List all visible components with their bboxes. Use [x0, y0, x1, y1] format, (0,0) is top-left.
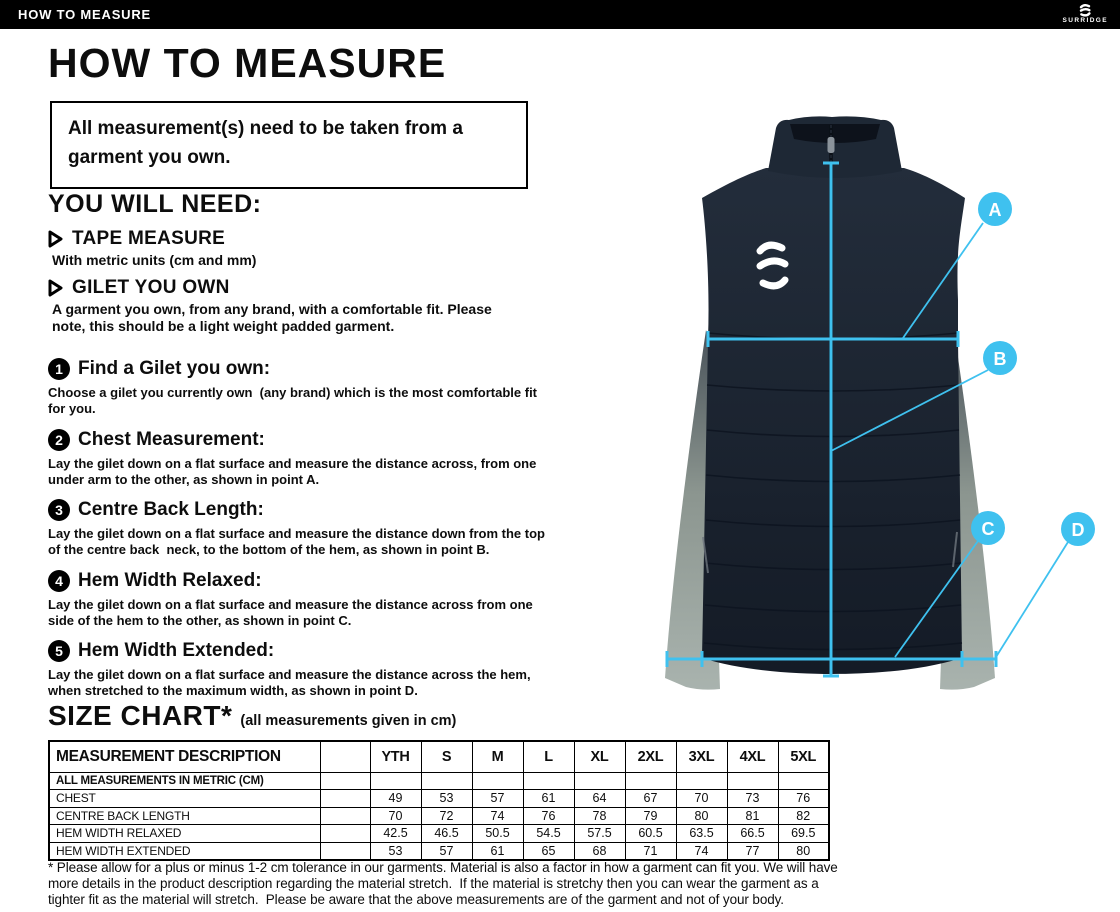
top-bar-title: HOW TO MEASURE [18, 7, 152, 22]
gilet-measurement-diagram [640, 95, 1120, 720]
item-title: GILET YOU OWN [72, 276, 230, 298]
table-cell-empty [320, 741, 370, 772]
measurement-value: 74 [676, 842, 727, 860]
point-badges [971, 192, 1095, 546]
you-will-need-heading: YOU WILL NEED: [48, 190, 262, 218]
column-header-size: 5XL [778, 741, 829, 772]
table-cell-empty [320, 842, 370, 860]
measurement-value: 73 [727, 790, 778, 808]
size-chart-table [48, 740, 830, 861]
measurement-value: 79 [625, 807, 676, 825]
measurement-value: 57 [472, 790, 523, 808]
step-4 [48, 570, 648, 630]
table-cell-empty [320, 807, 370, 825]
table-cell-empty [676, 772, 727, 790]
step-body: Lay the gilet down on a flat surface and measure the distance down from the top of the centre back neck, to the bottom of the hem, as shown in point B. [48, 526, 545, 558]
measurement-value: 80 [676, 807, 727, 825]
table-cell-empty [320, 790, 370, 808]
table-cell-empty [421, 772, 472, 790]
table-row-centre-back-length [49, 807, 829, 825]
step-title: Hem Width Relaxed: [78, 569, 262, 591]
step-title: Chest Measurement: [78, 428, 265, 450]
measurement-value: 77 [727, 842, 778, 860]
measurement-value: 54.5 [523, 825, 574, 843]
measurement-value: 78 [574, 807, 625, 825]
row-label: HEM WIDTH EXTENDED [49, 842, 320, 860]
top-bar [0, 0, 1120, 29]
measurement-value: 60.5 [625, 825, 676, 843]
table-header-row [49, 741, 829, 772]
size-chart-subtitle: (all measurements given in cm) [240, 713, 457, 729]
step-title: Centre Back Length: [78, 499, 264, 520]
measurement-value: 57 [421, 842, 472, 860]
measurement-value: 71 [625, 842, 676, 860]
measurement-value: 66.5 [727, 825, 778, 843]
measurement-value: 53 [370, 842, 421, 860]
metric-note: ALL MEASUREMENTS IN METRIC (CM) [49, 772, 320, 790]
table-cell-empty [778, 772, 829, 790]
tolerance-footnote: * Please allow for a plus or minus 1-2 cm tolerance in our garments. Material is also a factor in how a garment can fit you. We will have more details in the product description regarding the material stretch. If the material is stretchy then you can wear the garment as a tighter fit as the material will stretch. Please be aware that the above measurements are of the garment and not of your body. [48, 860, 838, 907]
measurement-value: 72 [421, 807, 472, 825]
brand-name: SURRIDGE [1062, 17, 1108, 25]
table-metric-note-row [49, 772, 829, 790]
list-item-tape-measure [48, 228, 633, 270]
step-number-badge: 4 [48, 570, 70, 592]
step-title: Hem Width Extended: [78, 640, 275, 661]
step-body: Lay the gilet down on a flat surface and measure the distance across the hem, when stretched to the maximum width, as shown in point D. [48, 667, 531, 699]
column-header-size: 2XL [625, 741, 676, 772]
point-b-label: B [993, 349, 1007, 369]
table-cell-empty [472, 772, 523, 790]
step-3 [48, 499, 648, 559]
measurement-value: 63.5 [676, 825, 727, 843]
triangle-bullet-icon [48, 230, 63, 248]
table-row-hem-width-relaxed [49, 825, 829, 843]
step-number-badge: 3 [48, 499, 70, 521]
you-will-need-list [48, 228, 633, 343]
row-label: CHEST [49, 790, 320, 808]
item-desc: With metric units (cm and mm) [52, 252, 257, 268]
step-title: Find a Gilet you own: [78, 358, 271, 379]
table-cell-empty [574, 772, 625, 790]
row-label: HEM WIDTH RELAXED [49, 825, 320, 843]
notice-box [50, 101, 528, 189]
measurement-value: 50.5 [472, 825, 523, 843]
step-number-badge: 5 [48, 640, 70, 662]
measurement-value: 46.5 [421, 825, 472, 843]
column-header-size: 3XL [676, 741, 727, 772]
measurement-value: 82 [778, 807, 829, 825]
size-chart-heading [48, 700, 456, 732]
measurement-value: 61 [472, 842, 523, 860]
step-body: Lay the gilet down on a flat surface and measure the distance across from one side of the hem to the other, as shown in point C. [48, 596, 533, 628]
instruction-steps [48, 358, 648, 711]
brand-logo [1062, 4, 1108, 25]
table-cell-empty [727, 772, 778, 790]
measurement-value: 69.5 [778, 825, 829, 843]
item-title: TAPE MEASURE [72, 228, 226, 249]
item-desc: A garment you own, from any brand, with a comfortable fit. Please note, this should be a light weight padded garment. [52, 300, 492, 334]
measurement-value: 68 [574, 842, 625, 860]
list-item-gilet [48, 277, 633, 336]
step-body: Choose a gilet you currently own (any brand) which is the most comfortable fit for you. [48, 385, 538, 417]
measurement-value: 42.5 [370, 825, 421, 843]
size-chart-title: SIZE CHART* [48, 700, 233, 731]
column-header-description: MEASUREMENT DESCRIPTION [49, 741, 320, 772]
measurement-value: 70 [370, 807, 421, 825]
measurement-value: 70 [676, 790, 727, 808]
table-cell-empty [320, 772, 370, 790]
column-header-size: S [421, 741, 472, 772]
column-header-size: 4XL [727, 741, 778, 772]
zipper-pull [828, 137, 835, 153]
page-title: HOW TO MEASURE [48, 40, 447, 86]
surridge-s-icon [1076, 4, 1094, 17]
table-cell-empty [370, 772, 421, 790]
measurement-value: 57.5 [574, 825, 625, 843]
table-row-chest [49, 790, 829, 808]
table-cell-empty [523, 772, 574, 790]
row-label: CENTRE BACK LENGTH [49, 807, 320, 825]
column-header-size: XL [574, 741, 625, 772]
gilet-body [702, 116, 965, 674]
step-number-badge: 1 [48, 358, 70, 380]
table-cell-empty [320, 825, 370, 843]
measurement-value: 53 [421, 790, 472, 808]
measurement-value: 76 [778, 790, 829, 808]
table-cell-empty [625, 772, 676, 790]
column-header-size: M [472, 741, 523, 772]
table-row-hem-width-extended [49, 842, 829, 860]
point-d-label: D [1071, 520, 1085, 540]
point-c-label: C [981, 519, 995, 539]
notice-text: All measurement(s) need to be taken from a garment you own. [68, 118, 463, 168]
measurement-value: 76 [523, 807, 574, 825]
step-5 [48, 640, 648, 700]
step-body: Lay the gilet down on a flat surface and measure the distance across, from one under arm to the other, as shown in point A. [48, 455, 537, 487]
column-header-size: L [523, 741, 574, 772]
measurement-value: 80 [778, 842, 829, 860]
step-2 [48, 429, 648, 489]
step-1 [48, 358, 648, 418]
measurement-value: 64 [574, 790, 625, 808]
point-a-label: A [988, 200, 1002, 220]
measurement-value: 65 [523, 842, 574, 860]
triangle-bullet-icon [48, 279, 63, 297]
measurement-value: 61 [523, 790, 574, 808]
measurement-value: 67 [625, 790, 676, 808]
measurement-value: 81 [727, 807, 778, 825]
measurement-value: 74 [472, 807, 523, 825]
column-header-size: YTH [370, 741, 421, 772]
measurement-value: 49 [370, 790, 421, 808]
step-number-badge: 2 [48, 429, 70, 451]
